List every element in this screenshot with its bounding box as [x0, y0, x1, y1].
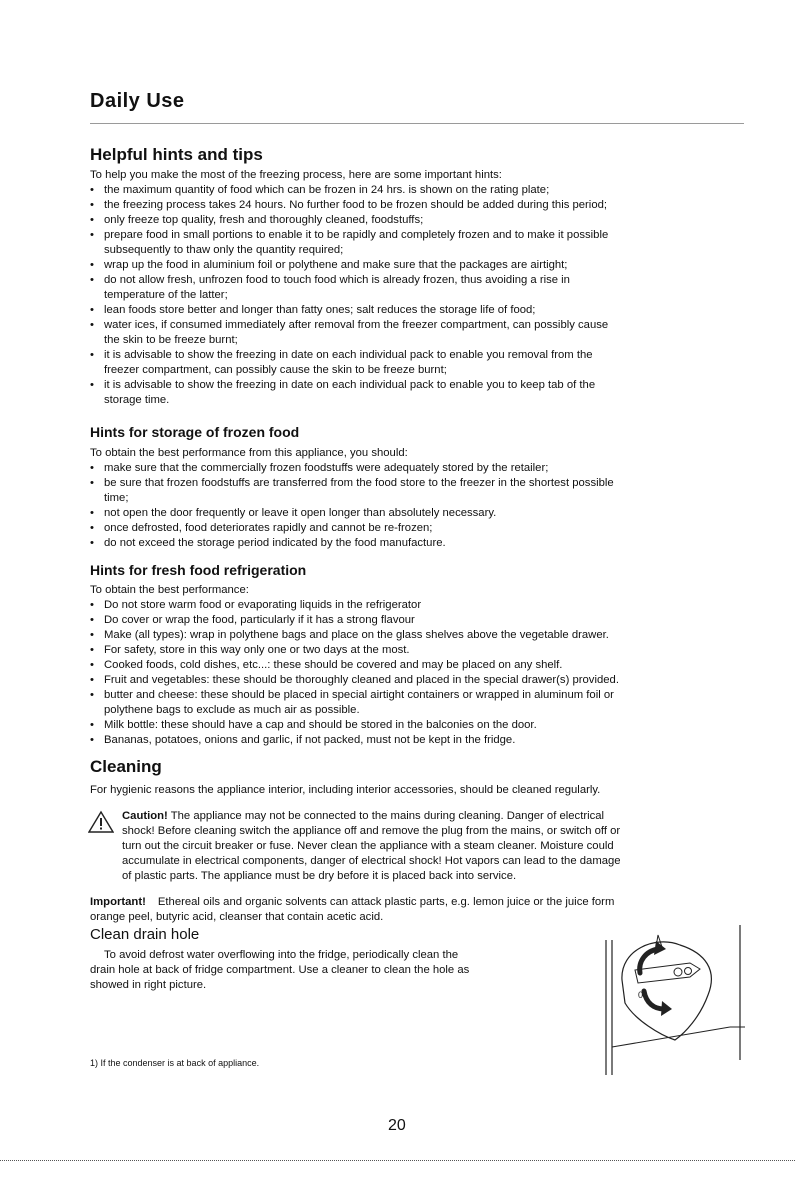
- list-item: • lean foods store better and longer than fatty ones; salt reduces the storage life of food;: [90, 303, 535, 318]
- drain-text-2: drain hole at back of fridge compartment. Use a cleaner to clean the hole as: [90, 964, 470, 976]
- warning-triangle-icon: [88, 810, 114, 834]
- figure-label: 0: [638, 990, 644, 1000]
- bottom-dotted-border: [0, 1160, 795, 1161]
- drain-hole-heading: Clean drain hole: [90, 926, 200, 943]
- important-label: Important!: [90, 896, 146, 908]
- list-item: • not open the door frequently or leave it open longer than absolutely necessary.: [90, 506, 496, 521]
- list-item: • Do cover or wrap the food, particularly if it has a strong flavour: [90, 613, 415, 628]
- caution-line-1: [122, 809, 604, 824]
- page-number: 20: [388, 1117, 406, 1134]
- list-item: • Make (all types): wrap in polythene bags and place on the glass shelves above the vegetable drawer.: [90, 628, 609, 643]
- helpful-intro: To help you make the most of the freezing process, here are some important hints:: [90, 169, 502, 181]
- list-item: • it is advisable to show the freezing in date on each individual pack to enable you removal from the: [90, 348, 593, 363]
- list-item: • water ices, if consumed immediately after removal from the freezer compartment, can possibly cause: [90, 318, 608, 333]
- list-item: • the maximum quantity of food which can be frozen in 24 hrs. is shown on the rating plate;: [90, 183, 549, 198]
- title-divider: [90, 123, 744, 124]
- important-line-2: orange peel, butyric acid, cleanser that contain acetic acid.: [90, 911, 384, 923]
- list-item: • once defrosted, food deteriorates rapidly and cannot be re-frozen;: [90, 521, 432, 536]
- caution-line-4: accumulate in electrical components, danger of electrical shock! Hot vapors can lead to the damage: [122, 855, 621, 867]
- drain-text-3: showed in right picture.: [90, 979, 207, 991]
- important-line-1: [90, 895, 614, 910]
- page-title: Daily Use: [90, 90, 185, 112]
- list-item: • Milk bottle: these should have a cap and should be stored in the balconies on the door.: [90, 718, 537, 733]
- list-item-continued: temperature of the latter;: [104, 289, 228, 301]
- list-item: • wrap up the food in aluminium foil or polythene and make sure that the packages are airtight;: [90, 258, 567, 273]
- list-item: • Do not store warm food or evaporating liquids in the refrigerator: [90, 598, 421, 613]
- caution-line-3: turn out the circuit breaker or fuse. Never clean the appliance with a steam cleaner. Moisture could: [122, 840, 614, 852]
- list-item: • butter and cheese: these should be placed in special airtight containers or wrapped in aluminum foil or: [90, 688, 614, 703]
- list-item-continued: time;: [104, 492, 129, 504]
- caution-label: Caution!: [122, 810, 168, 822]
- drain-text-1: To avoid defrost water overflowing into the fridge, periodically clean the: [104, 949, 459, 961]
- list-item: • Bananas, potatoes, onions and garlic, if not packed, must not be kept in the fridge.: [90, 733, 515, 748]
- caution-line-2: shock! Before cleaning switch the appliance off and remove the plug from the mains, or switch off or: [122, 825, 621, 837]
- list-item: • be sure that frozen foodstuffs are transferred from the food store to the freezer in the shortest possible: [90, 476, 614, 491]
- list-item-continued: freezer compartment, can possibly cause the skin to be freeze burnt;: [104, 364, 447, 376]
- drain-hole-illustration: [600, 925, 745, 1075]
- list-item: • make sure that the commercially frozen foodstuffs were adequately stored by the retailer;: [90, 461, 548, 476]
- list-item: • Cooked foods, cold dishes, etc...: these should be covered and may be placed on any shelf.: [90, 658, 562, 673]
- frozen-intro: To obtain the best performance from this appliance, you should:: [90, 447, 408, 459]
- fresh-intro: To obtain the best performance:: [90, 584, 249, 596]
- list-item-continued: the skin to be freeze burnt;: [104, 334, 238, 346]
- list-item: • the freezing process takes 24 hours. No further food to be frozen should be added during this period;: [90, 198, 607, 213]
- cleaning-intro: For hygienic reasons the appliance interior, including interior accessories, should be cleaned regularly.: [90, 784, 601, 796]
- list-item: • Fruit and vegetables: these should be thoroughly cleaned and placed in the special drawer(s) provided.: [90, 673, 619, 688]
- helpful-hints-heading: Helpful hints and tips: [90, 145, 263, 164]
- list-item: • prepare food in small portions to enable it to be rapidly and completely frozen and to make it possible: [90, 228, 608, 243]
- list-item: • it is advisable to show the freezing in date on each individual pack to enable you to keep tab of the: [90, 378, 595, 393]
- list-item-continued: polythene bags to exclude as much air as possible.: [104, 704, 360, 716]
- caution-text: The appliance may not be connected to the mains during cleaning. Danger of electrical: [167, 810, 605, 822]
- list-item: • only freeze top quality, fresh and thoroughly cleaned, foodstuffs;: [90, 213, 423, 228]
- list-item: • For safety, store in this way only one or two days at the most.: [90, 643, 410, 658]
- fresh-food-heading: Hints for fresh food refrigeration: [90, 562, 307, 578]
- list-item-continued: storage time.: [104, 394, 170, 406]
- frozen-food-heading: Hints for storage of frozen food: [90, 424, 300, 440]
- footnote: 1) If the condenser is at back of appliance.: [90, 1058, 260, 1068]
- cleaning-heading: Cleaning: [90, 757, 162, 776]
- caution-line-5: of plastic parts. The appliance must be dry before it is placed back into service.: [122, 870, 517, 882]
- list-item-continued: subsequently to thaw only the quantity required;: [104, 244, 344, 256]
- important-text: Ethereal oils and organic solvents can attack plastic parts, e.g. lemon juice or the juice form: [157, 896, 615, 908]
- list-item: • do not exceed the storage period indicated by the food manufacture.: [90, 536, 446, 551]
- list-item: • do not allow fresh, unfrozen food to touch food which is already frozen, thus avoiding a rise in: [90, 273, 570, 288]
